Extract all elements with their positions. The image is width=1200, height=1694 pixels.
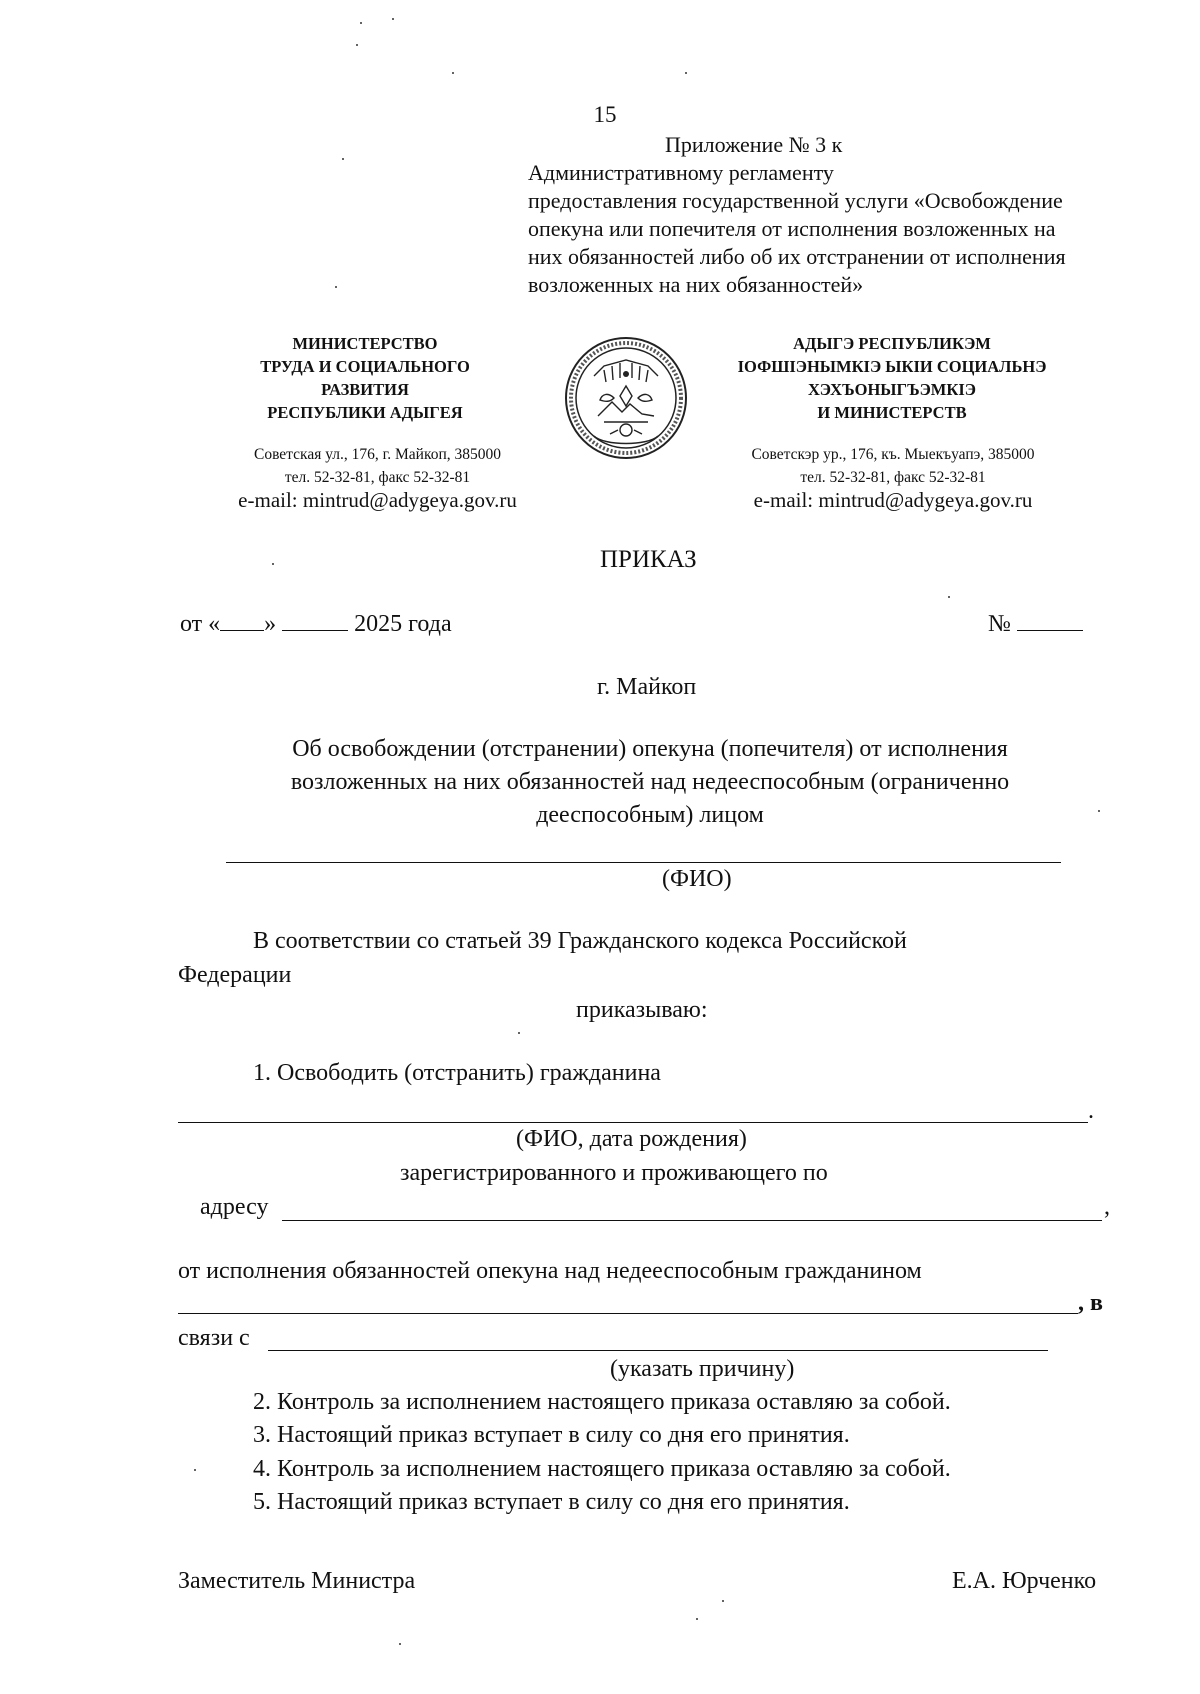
appendix-line: них обязанностей либо об их отстранении от исполнения	[528, 244, 1066, 269]
emblem-icon	[564, 336, 688, 460]
fio-blank-line	[226, 862, 1061, 863]
scan-speck	[272, 563, 274, 565]
in-letter: , в	[1078, 1290, 1103, 1316]
phone-line: тел. 52-32-81, факс 52-32-81	[800, 469, 986, 486]
scan-speck	[356, 44, 358, 46]
phone-line: тел. 52-32-81, факс 52-32-81	[284, 469, 471, 486]
ministry-line: И МИНИСТЕРСТВ	[817, 403, 967, 422]
ministry-address-ru	[205, 443, 550, 512]
day-blank	[220, 629, 264, 631]
item-1: 1. Освободить (отстранить) гражданина	[253, 1060, 661, 1086]
item-5: 5. Настоящий приказ вступает в силу со дня его принятия.	[253, 1489, 850, 1515]
ministry-line: АДЫГЭ РЕСПУБЛИКЭМ	[793, 334, 991, 353]
registered-line: зарегистрированного и проживающего по	[400, 1160, 828, 1186]
orders-word: приказываю:	[576, 997, 708, 1023]
scan-speck	[452, 72, 454, 74]
appendix-line: Административному регламенту	[528, 160, 834, 185]
scan-speck	[722, 1600, 724, 1602]
scan-speck	[1098, 810, 1100, 812]
scan-speck	[335, 286, 337, 288]
order-title: ПРИКАЗ	[600, 546, 697, 573]
appendix-line: предоставления государственной услуги «Освобождение	[528, 188, 1063, 213]
scan-speck	[392, 18, 394, 20]
date-prefix: от «	[180, 611, 221, 637]
basis-line: В соответствии со статьей 39 Гражданского кодекса Российской	[253, 928, 907, 954]
ward-blank-line	[178, 1313, 1078, 1314]
ministry-line: РАЗВИТИЯ	[321, 380, 409, 399]
scan-speck	[399, 1643, 401, 1645]
scan-speck	[696, 1618, 698, 1620]
address-label: адресу	[200, 1194, 269, 1220]
ministry-name-ru	[205, 332, 525, 424]
email-line: e-mail: mintrud@adygeya.gov.ru	[238, 488, 517, 512]
item-4: 4. Контроль за исполнением настоящего приказа оставляю за собой.	[253, 1456, 951, 1482]
item-3: 3. Настоящий приказ вступает в силу со дня его принятия.	[253, 1422, 850, 1448]
item-2: 2. Контроль за исполнением настоящего приказа оставляю за собой.	[253, 1389, 951, 1415]
ministry-name-ady	[692, 332, 1092, 424]
basis-line-2: Федерации	[178, 962, 292, 988]
citizen-blank-line	[178, 1122, 1088, 1123]
order-number	[988, 611, 1083, 638]
address-line: Советскэр ур., 176, къ. Мыекъуапэ, 385000	[751, 446, 1035, 463]
signature-position: Заместитель Министра	[178, 1568, 416, 1594]
month-blank	[282, 629, 348, 631]
date-mid: »	[264, 611, 277, 637]
date-year: 2025 года	[354, 611, 452, 637]
order-city: г. Майкоп	[597, 674, 697, 700]
dot-mark: .	[1088, 1098, 1094, 1124]
scan-speck	[685, 72, 687, 74]
fio-caption: (ФИО)	[662, 866, 732, 892]
ministry-line: IОФШIЭНЫМКIЭ ЫКIИ СОЦИАЛЬНЭ	[737, 357, 1047, 376]
signature-name: Е.А. Юрченко	[952, 1568, 1097, 1594]
appendix-line: возложенных на них обязанностей»	[528, 272, 864, 297]
scan-speck	[194, 1469, 196, 1471]
scan-speck	[360, 22, 362, 24]
address-end: ,	[1104, 1194, 1110, 1220]
scan-speck	[342, 158, 344, 160]
address-blank-line	[282, 1220, 1102, 1221]
subject-line: возложенных на них обязанностей над недееспособным (ограниченно	[290, 769, 1010, 795]
ministry-line: ХЭХЪОНЫГЪЭМКIЭ	[808, 380, 976, 399]
appendix-line: Приложение № 3 к	[665, 132, 843, 157]
ministry-line: РЕСПУБЛИКИ АДЫГЕЯ	[267, 403, 463, 422]
email-line: e-mail: mintrud@adygeya.gov.ru	[753, 488, 1033, 512]
address-line: Советская ул., 176, г. Майкоп, 385000	[253, 446, 501, 463]
coat-of-arms-emblem	[564, 336, 688, 465]
scan-speck	[518, 1032, 520, 1034]
reason-caption: (указать причину)	[610, 1356, 795, 1382]
ministry-line: МИНИСТЕРСТВО	[292, 334, 438, 353]
duty-line: от исполнения обязанностей опекуна над недееспособным гражданином	[178, 1258, 922, 1284]
appendix-block	[528, 131, 1066, 299]
due-to-label: связи с	[178, 1325, 250, 1351]
appendix-line: опекуна или попечителя от исполнения возложенных на	[528, 216, 1056, 241]
order-subject	[200, 733, 1100, 832]
subject-line: дееспособным) лицом	[536, 802, 764, 828]
ministry-line: ТРУДА И СОЦИАЛЬНОГО	[260, 357, 470, 376]
reason-blank-line	[268, 1350, 1048, 1351]
number-blank	[1017, 629, 1083, 631]
ministry-address-ady	[708, 443, 1078, 512]
order-date-line	[180, 611, 452, 638]
scan-speck	[948, 596, 950, 598]
fio-birth-caption: (ФИО, дата рождения)	[516, 1126, 747, 1152]
page-number: 15	[593, 102, 617, 127]
subject-line: Об освобождении (отстранении) опекуна (попечителя) от исполнения	[292, 736, 1008, 762]
number-label: №	[988, 611, 1011, 637]
